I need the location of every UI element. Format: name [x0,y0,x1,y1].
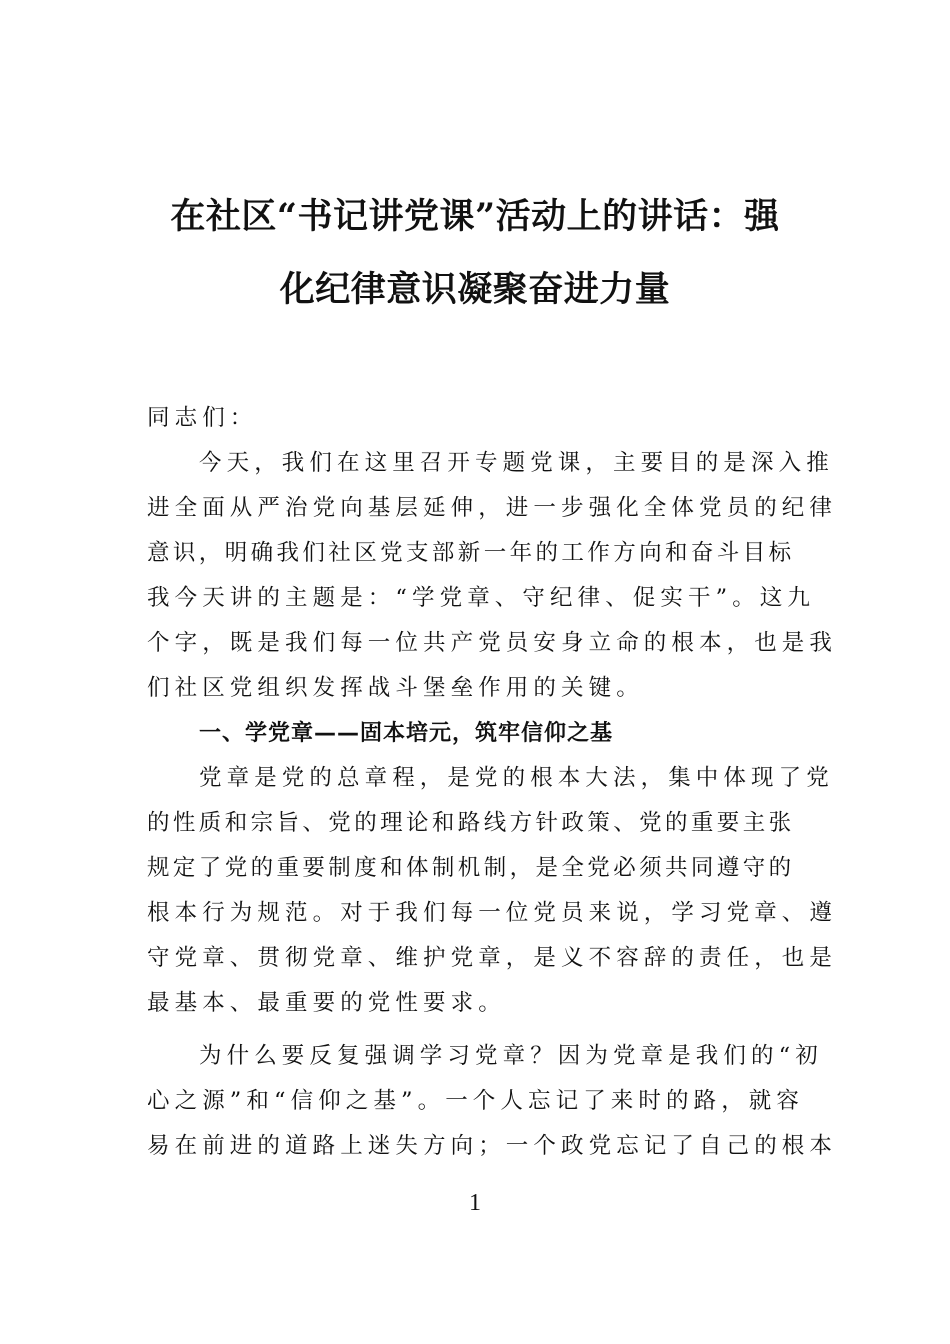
paragraph-line: 根本行为规范。对于我们每一位党员来说，学习党章、遵 [147,900,838,926]
paragraph-line: 为什么要反复强调学习党章？因为党章是我们的“初 [199,1043,823,1069]
document-body [147,396,838,1169]
paragraph-line: 党章是党的总章程，是党的根本大法，集中体现了党 [199,765,834,791]
page-number: 1 [469,1190,481,1216]
paragraph-gap [147,1026,807,1034]
section-heading: 一、学党章——固本培元，筑牢信仰之基 [199,721,614,746]
paragraph-line: 心之源”和“信仰之基”。一个人忘记了来时的路，就容 [147,1088,805,1114]
intro-line: 我今天讲的主题是：“学党章、守纪律、促实干”。这九 [147,585,816,611]
paragraph-line: 规定了党的重要制度和体制机制，是全党必须共同遵守的 [147,855,795,881]
paragraph-line: 易在前进的道路上迷失方向；一个政党忘记了自己的根本 [147,1133,838,1159]
paragraph-line: 的性质和宗旨、党的理论和路线方针政策、党的重要主张 [147,810,795,836]
title-line-1: 在社区“书记讲党课”活动上的讲话：强 [170,196,780,237]
intro-line: 意识，明确我们社区党支部新一年的工作方向和奋斗目标 [147,540,795,566]
paragraph-line: 守党章、贯彻党章、维护党章，是义不容辞的责任，也是 [147,945,838,971]
paragraph-line: 最基本、最重要的党性要求。 [147,990,506,1016]
salutation: 同志们： [147,405,258,431]
intro-line: 进全面从严治党向基层延伸，进一步强化全体党员的纪律 [147,495,838,521]
title-line-2: 化纪律意识凝聚奋进力量 [279,269,671,310]
intro-line: 们社区党组织发挥战斗堡垒作用的关键。 [147,675,644,701]
intro-line: 今天，我们在这里召开专题党课，主要目的是深入推 [199,450,834,476]
intro-line: 个字，既是我们每一位共产党员安身立命的根本，也是我 [147,630,838,656]
